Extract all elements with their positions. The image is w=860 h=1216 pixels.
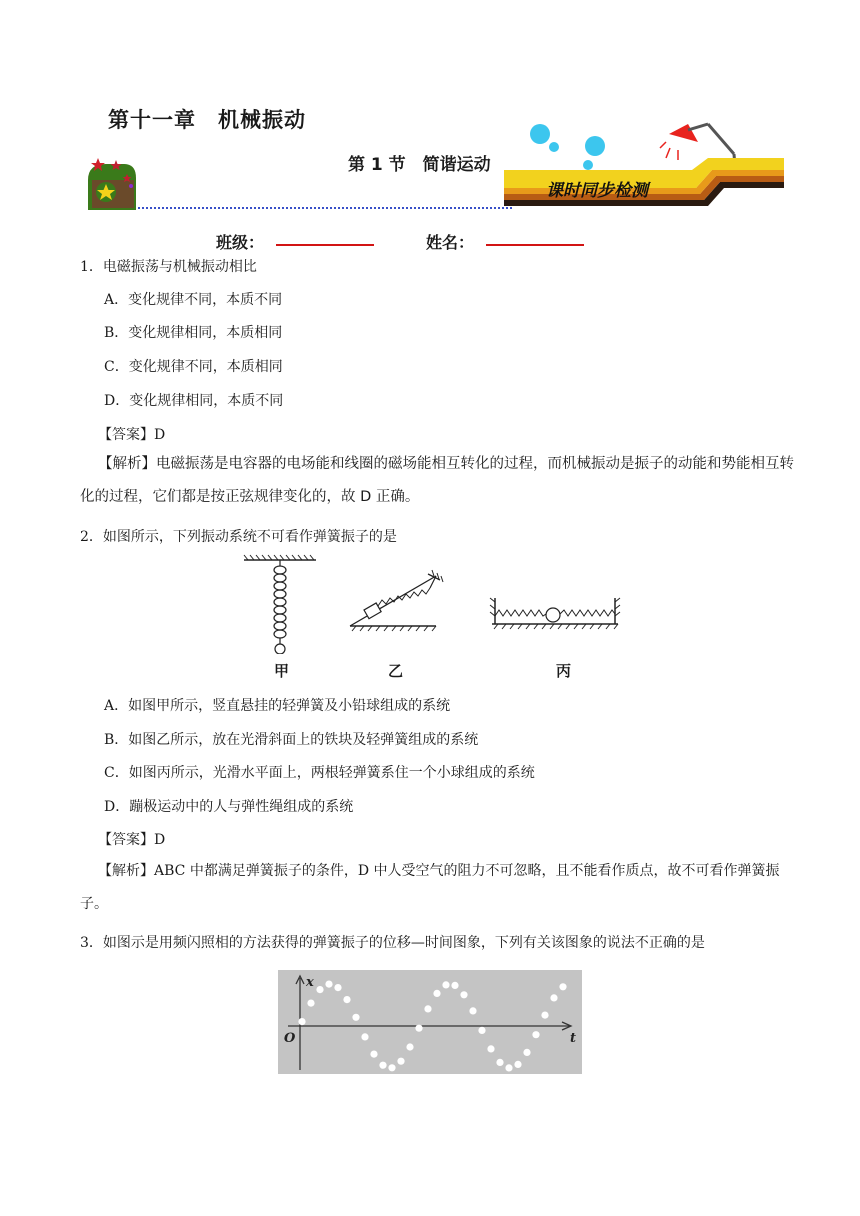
strobe-dot bbox=[559, 983, 566, 990]
q2-explanation: 【解析】ABC 中都满足弹簧振子的条件，D 中人受空气的阻力不可忽略，且不能看作质点，故不可看作弹簧振子。 bbox=[80, 863, 780, 912]
strobe-dot bbox=[469, 1007, 476, 1014]
banner-label: 课时同步检测 bbox=[546, 181, 648, 201]
strobe-dot bbox=[496, 1059, 503, 1066]
strobe-dot bbox=[442, 981, 449, 988]
strobe-dot bbox=[397, 1058, 404, 1065]
q2-option-d: D．蹦极运动中的人与弹性绳组成的系统 bbox=[104, 799, 354, 815]
star-badge-icon bbox=[88, 158, 136, 210]
vertical-spring-figure bbox=[244, 555, 316, 654]
strobe-dot bbox=[370, 1051, 377, 1058]
q2-answer: 【答案】D bbox=[98, 832, 166, 848]
strobe-dot bbox=[316, 986, 323, 993]
strobe-dot bbox=[541, 1012, 548, 1019]
strobe-dot bbox=[532, 1031, 539, 1038]
strobe-dot bbox=[505, 1064, 512, 1071]
strobe-dot bbox=[523, 1049, 530, 1056]
header-banner bbox=[84, 118, 784, 218]
strobe-dot bbox=[451, 982, 458, 989]
graph-origin-label: O bbox=[284, 1031, 296, 1046]
q1-option-c: C．变化规律不同，本质相同 bbox=[104, 359, 283, 375]
q1-option-d: D．变化规律相同，本质不同 bbox=[104, 393, 284, 409]
strobe-dot bbox=[343, 996, 350, 1003]
strobe-dot bbox=[325, 981, 332, 988]
q1-answer: 【答案】D bbox=[98, 427, 166, 443]
q2-option-b: B．如图乙所示，放在光滑斜面上的铁块及轻弹簧组成的系统 bbox=[104, 732, 479, 748]
strobe-dot bbox=[487, 1045, 494, 1052]
graph-background bbox=[278, 970, 582, 1074]
chapter-title: 第十一章 机械振动 bbox=[108, 108, 306, 132]
strobe-dot bbox=[388, 1064, 395, 1071]
strobe-dot bbox=[298, 1018, 305, 1025]
horizontal-springs-figure bbox=[490, 598, 620, 629]
question-1-stem: 1．电磁振荡与机械振动相比 bbox=[80, 259, 257, 275]
graph-x-label: t bbox=[570, 1031, 577, 1046]
strobe-dot bbox=[406, 1043, 413, 1050]
name-blank[interactable] bbox=[486, 244, 584, 246]
strobe-dot bbox=[514, 1061, 521, 1068]
strobe-dot bbox=[433, 990, 440, 997]
class-blank[interactable] bbox=[276, 244, 374, 246]
strobe-dot bbox=[424, 1005, 431, 1012]
q1-explanation: 【解析】电磁振荡是电容器的电场能和线圈的磁场能相互转化的过程，而机械振动是振子的动能和势能相互转化的过程，它们都是按正弦规律变化的，故 D 正确。 bbox=[80, 456, 794, 505]
graph-y-label: x bbox=[306, 975, 314, 990]
strobe-dot bbox=[478, 1027, 485, 1034]
strobe-dot bbox=[379, 1062, 386, 1069]
question-3-stem: 3．如图示是用频闪照相的方法获得的弹簧振子的位移—时间图象，下列有关该图象的说法不正确的是 bbox=[80, 935, 705, 951]
q1-option-b: B．变化规律相同，本质相同 bbox=[104, 325, 283, 341]
figure-label-bing: 丙 bbox=[556, 662, 572, 680]
strobe-dot bbox=[460, 991, 467, 998]
question-2-stem: 2．如图所示，下列振动系统不可看作弹簧振子的是 bbox=[80, 529, 397, 545]
incline-spring-figure bbox=[350, 570, 443, 631]
strobe-dot bbox=[550, 994, 557, 1001]
strobe-dot bbox=[352, 1014, 359, 1021]
class-label: 班级： bbox=[216, 233, 265, 252]
name-label: 姓名： bbox=[426, 233, 475, 252]
q1-option-a: A．变化规律不同，本质不同 bbox=[104, 292, 283, 308]
displacement-time-graph bbox=[278, 970, 582, 1074]
spring-systems-figure bbox=[240, 554, 630, 654]
figure-label-jia: 甲 bbox=[274, 662, 290, 680]
strobe-dot bbox=[334, 984, 341, 991]
strobe-dot bbox=[415, 1025, 422, 1032]
bubble-icon bbox=[530, 124, 550, 144]
q2-option-a: A．如图甲所示，竖直悬挂的轻弹簧及小铅球组成的系统 bbox=[104, 698, 451, 714]
strobe-dot bbox=[307, 1000, 314, 1007]
section-title: 第 1 节 简谐运动 bbox=[348, 155, 491, 175]
q2-option-c: C．如图丙所示，光滑水平面上，两根轻弹簧系住一个小球组成的系统 bbox=[104, 765, 535, 781]
figure-label-yi: 乙 bbox=[388, 662, 404, 680]
strobe-dot bbox=[361, 1033, 368, 1040]
